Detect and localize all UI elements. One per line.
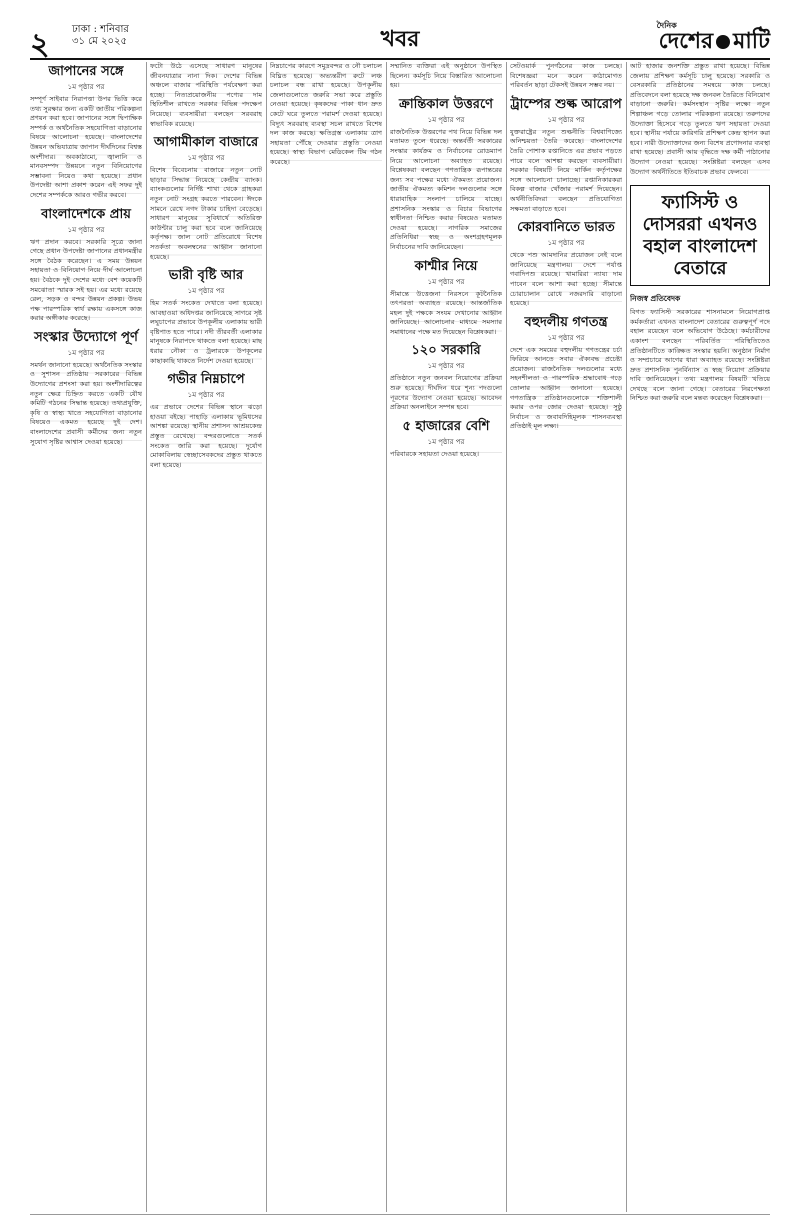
article	[390, 259, 502, 338]
continuation-note: ১ম পৃষ্ঠার পর	[187, 154, 225, 163]
column-5	[510, 62, 622, 1212]
date-line-2: ৩১ মে ২০২৫	[72, 36, 127, 47]
column-4	[390, 62, 502, 1212]
article	[30, 207, 142, 324]
date-line-1: ঢাকা : শনিবার	[72, 24, 129, 35]
article	[510, 62, 622, 91]
column-1	[30, 62, 142, 1212]
article-headline: কোরবানিতে ভারত	[517, 220, 615, 236]
article-body: আট হাজার জনশক্তি প্রস্তুত রাখা হয়েছে। বিভিন্ন জেলায় প্রশিক্ষণ কর্মসূচি চালু হয়েছে। সরকারি ও বেসরকারি প্রতিষ্ঠানের সমন্বয়ে কাজ চলছে। প্রতিবেদনে বলা হয়েছে দক্ষ জনবল তৈরিতে বিনিয়োগ বাড়ানো জরুরি। কর্মসংস্থান সৃষ্টির লক্ষ্যে নতুন শিল্পাঞ্চল গড়ে তোলার পরিকল্পনা রয়েছে। তরুণদের উদ্যোক্তা হিসেবে গড়ে তুলতে ঋণ সহায়তা দেওয়া হবে। স্থানীয় পর্যায়ে কারিগরি প্রশিক্ষণ কেন্দ্র স্থাপন করা হবে। নারী উদ্যোক্তাদের জন্য বিশেষ প্রণোদনার ব্যবস্থা রাখা হয়েছে। প্রবাসী আয় বৃদ্ধিতে দক্ষ কর্মী পাঠানোর উদ্যোগ নেওয়া হয়েছে। সংশ্লিষ্টরা বলছেন এসব উদ্যোগ অর্থনীতিতে ইতিবাচক প্রভাব ফেলবে।	[630, 62, 770, 176]
article-byline: নিজস্ব প্রতিবেদক	[630, 294, 681, 304]
article	[150, 135, 262, 262]
article-body: ঋণ প্রদান করবে। সরকারি সূত্রে জানা গেছে প্রধান উপদেষ্টা জাপানের প্রধানমন্ত্রীর সঙ্গে বৈঠক করেছেন। এ সময় উন্নয়ন সহায়তা ও বিনিয়োগ নিয়ে দীর্ঘ আলোচনা হয়। বৈঠকে দুই দেশের মধ্যে বেশ কয়েকটি সমঝোতা স্মারক সই হয়। এর মধ্যে রয়েছে রেল, সড়ক ও বন্দর উন্নয়ন প্রকল্প। উভয় পক্ষ পারস্পরিক স্বার্থ রক্ষায় একসঙ্গে কাজ করার অঙ্গীকার করেছে।	[30, 237, 142, 323]
continuation-note: ১ম পৃষ্ঠার পর	[187, 391, 225, 400]
article-headline: বহুদলীয় গণতন্ত্র	[524, 314, 608, 330]
column-divider	[266, 62, 267, 1212]
continuation-note: ১ম পৃষ্ঠার পর	[67, 348, 105, 357]
continuation-note: ১ম পৃষ্ঠার পর	[427, 277, 465, 286]
article-body: প্রতিষ্ঠানে নতুন জনবল নিয়োগের প্রক্রিয়া শুরু হয়েছে। দীর্ঘদিন ধরে শূন্য পদগুলো পূরণের উদ্যোগ নেওয়া হয়েছে। আবেদন প্রক্রিয়া অনলাইনে সম্পন্ন হবে।	[390, 374, 502, 412]
brand-word-2: মাটি	[733, 28, 770, 54]
article-body: হিম সতর্ক সংকেত দেখাতে বলা হয়েছে। আবহাওয়া অধিদপ্তর জানিয়েছে সাগরে সৃষ্ট লঘুচাপের প্রভাবে উপকূলীয় এলাকায় ভারী বৃষ্টিপাত হতে পারে। নদী তীরবর্তী এলাকার মানুষকে নিরাপদে থাকতে বলা হয়েছে। মাছ ধরার নৌকা ও ট্রলারকে উপকূলের কাছাকাছি থাকতে নির্দেশ দেওয়া হয়েছে।	[150, 299, 262, 365]
continuation-note: ১ম পৃষ্ঠার পর	[547, 333, 585, 342]
article	[510, 97, 622, 214]
article-headline: আগামীকাল বাজারে	[153, 135, 259, 151]
article-headline: ট্রাম্পের শুল্ক আরোপ	[510, 96, 622, 112]
column-3	[270, 62, 382, 1212]
article-body: যুক্তরাষ্ট্রের নতুন শুল্কনীতি বিশ্ববাণিজ্যে অনিশ্চয়তা তৈরি করেছে। বাংলাদেশের তৈরি পোশাক রপ্তানিতে এর প্রভাব পড়তে পারে বলে আশঙ্কা করছেন ব্যবসায়ীরা। সরকার বিষয়টি নিয়ে মার্কিন কর্তৃপক্ষের সঙ্গে আলোচনা চালাচ্ছে। রপ্তানিকারকরা বিকল্প বাজার খোঁজার পরামর্শ দিয়েছেন। অর্থনীতিবিদরা বলছেন প্রতিযোগিতা সক্ষমতা বাড়াতে হবে।	[510, 127, 622, 213]
article-headline: ক্রান্তিকাল উত্তরণে	[398, 96, 494, 112]
continuation-note: ১ম পৃষ্ঠার পর	[427, 362, 465, 371]
article	[390, 97, 502, 253]
article-body: সম্মানিত ব্যক্তিরা এই অনুষ্ঠানে উপস্থিত ছিলেন। কর্মসূচি নিয়ে বিস্তারিত আলোচনা হয়।	[390, 62, 502, 90]
article-body: এর প্রভাবে দেশের বিভিন্ন স্থানে ঝড়ো হাওয়া বইছে। পাহাড়ি এলাকায় ভূমিধসের আশঙ্কা রয়েছে। স্থানীয় প্রশাসন আশ্রয়কেন্দ্র প্রস্তুত রেখেছে। বন্দরগুলোতে সতর্ক সংকেত জারি করা হয়েছে। দুর্যোগ মোকাবিলায় স্বেচ্ছাসেবকদের প্রস্তুত থাকতে বলা হয়েছে।	[150, 403, 262, 469]
column-divider	[146, 62, 147, 1212]
article-body: সীমান্তে উত্তেজনা নিরসনে কূটনৈতিক তৎপরতা অব্যাহত রয়েছে। আন্তর্জাতিক মহল দুই পক্ষকে সংযম দেখানোর আহ্বান জানিয়েছে। আলোচনার মাধ্যমে সমস্যার সমাধানের পক্ষে মত দিয়েছেন বিশ্লেষকরা।	[390, 289, 502, 336]
section-title: খবর	[380, 26, 420, 52]
boxed-headline	[630, 185, 770, 286]
article-body: সেটওয়ার্ক পুনর্গঠনের কাজ চলছে। বিশেষজ্ঞরা মনে করেন কাঠামোগত পরিবর্তন ছাড়া টেকসই উন্নয়ন সম্ভব নয়।	[510, 62, 622, 90]
article-headline: জাপানের সঙ্গে	[48, 64, 124, 79]
continuation-note: ১ম পৃষ্ঠার পর	[187, 287, 225, 296]
continuation-note: ১ম পৃষ্ঠার পর	[67, 225, 105, 234]
article-headline: ৫ হাজারের বেশি	[402, 418, 490, 434]
article	[150, 372, 262, 470]
article	[510, 315, 622, 432]
article	[630, 185, 770, 404]
article-body: পরিবারকে সহায়তা দেওয়া হয়েছে।	[390, 450, 502, 460]
article	[30, 330, 142, 447]
article-body: সম্পূর্ণ সাইবার নিরাপত্তা উপর ভিত্তি করে তথ্য সুরক্ষার জন্য একটি জাতীয় পরিকল্পনা প্রণয়ন করা হবে। জাপানের সঙ্গে দ্বিপাক্ষিক সম্পর্ক ও অর্থনৈতিক সহযোগিতা বাড়ানোর বিষয়ে আলোচনা হয়েছে। বাংলাদেশের উন্নয়ন অভিযাত্রায় জাপান দীর্ঘদিনের বিশ্বস্ত অংশীদার। অবকাঠামো, জ্বালানি ও মানবসম্পদ উন্নয়নে নতুন বিনিয়োগের সম্ভাবনা নিয়েও কথা হয়েছে। প্রধান উপদেষ্টা আশা প্রকাশ করেন এই সফর দুই দেশের সম্পর্ককে আরও গভীর করবে।	[30, 95, 142, 199]
article	[510, 220, 622, 309]
article	[390, 62, 502, 91]
brand-logo	[656, 20, 770, 61]
continuation-note: ১ম পৃষ্ঠার পর	[427, 115, 465, 124]
article	[150, 268, 262, 366]
article-body: রাজনৈতিক উত্তরণের পথ নিয়ে বিভিন্ন দল মতামত তুলে ধরেছে। অন্তর্বর্তী সরকারের সংস্কার কার্যক্রম ও নির্বাচনের রোডম্যাপ নিয়ে আলোচনা অব্যাহত রয়েছে। বিশ্লেষকরা বলছেন গণতান্ত্রিক রূপান্তরের জন্য সব পক্ষের মধ্যে ঐকমত্য প্রয়োজন। জাতীয় ঐকমত্য কমিশন দলগুলোর সঙ্গে ধারাবাহিক সংলাপ চালিয়ে যাচ্ছে। প্রশাসনিক সংস্কার ও বিচার বিভাগের স্বাধীনতা নিশ্চিত করার বিষয়েও মতামত দেওয়া হয়েছে। নাগরিক সমাজের প্রতিনিধিরা স্বচ্ছ ও অংশগ্রহণমূলক নির্বাচনের দাবি জানিয়েছেন।	[390, 127, 502, 251]
article-body: দেশে এক সময়ের বহুদলীয় গণতন্ত্রের চর্চা ফিরিয়ে আনতে সবার ঐক্যবদ্ধ প্রচেষ্টা প্রয়োজন। রাজনৈতিক দলগুলোর মধ্যে সহনশীলতা ও পারস্পরিক শ্রদ্ধাবোধ গড়ে তোলার আহ্বান জানানো হয়েছে। গণতান্ত্রিক প্রতিষ্ঠানগুলোকে শক্তিশালী করার ওপর জোর দেওয়া হয়েছে। সুষ্ঠু নির্বাচন ও জবাবদিহিমূলক শাসনব্যবস্থা প্রতিষ্ঠাই মূল লক্ষ্য।	[510, 345, 622, 431]
masthead	[30, 18, 770, 60]
article-headline: গভীর নিম্নচাপে	[167, 372, 245, 388]
continuation-note: ১ম পৃষ্ঠার পর	[547, 239, 585, 248]
brand-daily: দৈনিক	[656, 20, 677, 30]
column-divider	[626, 62, 627, 1212]
article-headline: সংস্কার উদ্যোগে পূর্ণ	[34, 329, 138, 345]
article-body: নিম্নচাপের কারণে সমুদ্রবন্দর ও নৌ চলাচল বিঘ্নিত হয়েছে। অভ্যন্তরীণ রুটে লঞ্চ চলাচল বন্ধ রাখা হয়েছে। উপকূলীয় জেলাগুলোতে জরুরি সভা করে প্রস্তুতি নেওয়া হয়েছে। কৃষকদের পাকা ধান দ্রুত কেটে ঘরে তুলতে পরামর্শ দেওয়া হয়েছে। বিদ্যুৎ সরবরাহ ব্যবস্থা সচল রাখতে বিশেষ দল কাজ করছে। ক্ষতিগ্রস্ত এলাকায় ত্রাণ সহায়তা পৌঁছে দেওয়ার প্রস্তুতি নেওয়া হয়েছে। স্বাস্থ্য বিভাগ মেডিকেল টিম গঠন করেছে।	[270, 62, 382, 166]
article-body: থেকে পশু আমদানির প্রয়োজন নেই বলে জানিয়েছে মন্ত্রণালয়। দেশে পর্যাপ্ত গবাদিপশু রয়েছে। খামারিরা ন্যায্য দাম পাবেন বলে আশা করা হচ্ছে। সীমান্তে চোরাচালান রোধে নজরদারি বাড়ানো হয়েছে।	[510, 251, 622, 308]
article-headline: কাশ্মীর নিয়ে	[414, 258, 478, 274]
article	[270, 62, 382, 168]
page-number: ২	[30, 27, 50, 62]
article-headline: ভারী বৃষ্টি আর	[168, 268, 244, 284]
column-divider	[386, 62, 387, 1212]
article	[150, 62, 262, 129]
continuation-note: ১ম পৃষ্ঠার পর	[547, 115, 585, 124]
article-headline: বাংলাদেশকে প্রায়	[41, 206, 131, 222]
article-body: সমর্থন জানানো হয়েছে। অর্থনৈতিক সংস্কার ও সুশাসন প্রতিষ্ঠায় সরকারের বিভিন্ন উদ্যোগের প্রশংসা করা হয়। অংশীদারিত্বের নতুন ক্ষেত্র চিহ্নিত করতে একটি যৌথ কমিটি গঠনের সিদ্ধান্ত হয়েছে। তথ্যপ্রযুক্তি, কৃষি ও স্বাস্থ্য খাতে সহযোগিতা বাড়ানোর বিষয়েও একমত হয়েছে দুই দেশ। বাংলাদেশের প্রবাসী কর্মীদের জন্য নতুন সুযোগ সৃষ্টির আশ্বাস দেওয়া হয়েছে।	[30, 360, 142, 446]
article	[390, 343, 502, 412]
column-6	[630, 62, 770, 1212]
brand-word-1: দেশের	[658, 28, 714, 54]
article	[390, 419, 502, 460]
article	[30, 64, 142, 201]
article-body: ফটো উঠে এসেছে সাধারণ মানুষের জীবনযাত্রার নানা দিক। দেশের বিভিন্ন অঞ্চলে বাজার পরিস্থিতি পর্যবেক্ষণ করা হচ্ছে। নিত্যপ্রয়োজনীয় পণ্যের দাম স্থিতিশীল রাখতে সরকার বিভিন্ন পদক্ষেপ নিয়েছে। ব্যবসায়ীরা বলছেন সরবরাহ স্বাভাবিক রয়েছে।	[150, 62, 262, 128]
article-body: বিশেষ বিবেচনায় বাজারে নতুন নোট ছাড়ার সিদ্ধান্ত নিয়েছে কেন্দ্রীয় ব্যাংক। ব্যাংকগুলোর নির্দিষ্ট শাখা থেকে গ্রাহকরা নতুন নোট সংগ্রহ করতে পারবেন। ঈদকে সামনে রেখে নগদ টাকার চাহিদা বেড়েছে। সাধারণ মানুষের সুবিধার্থে অতিরিক্ত কাউন্টার চালু করা হবে বলে জানিয়েছে কর্তৃপক্ষ। জাল নোট প্রতিরোধে বিশেষ সতর্কতা অবলম্বনের আহ্বান জানানো হয়েছে।	[150, 166, 262, 261]
article-headline: ১২০ সরকারি	[411, 343, 481, 359]
article	[630, 62, 770, 177]
article-body: বিগত ফ্যাসিস্ট সরকারের শাসনামলে নিয়োগপ্রাপ্ত কর্মকর্তারা এখনও বাংলাদেশ বেতারের গুরুত্বপূর্ণ পদে বহাল রয়েছেন বলে অভিযোগ উঠেছে। কর্মচারীদের একাংশ বলছেন পরিবর্তিত পরিস্থিতিতেও প্রতিষ্ঠানটিতে কাঙ্ক্ষিত সংস্কার হয়নি। অনুষ্ঠান নির্মাণ ও সম্প্রচারে আগের ধারা অব্যাহত রয়েছে। সংশ্লিষ্টরা দ্রুত প্রশাসনিক পুনর্বিন্যাস ও স্বচ্ছ নিয়োগ প্রক্রিয়ার দাবি জানিয়েছেন। তথ্য মন্ত্রণালয় বিষয়টি খতিয়ে দেখছে বলে জানা গেছে। বেতারের নিরপেক্ষতা নিশ্চিত করা জরুরি বলে মন্তব্য করেছেন বিশ্লেষকরা।	[630, 308, 770, 403]
column-2	[150, 62, 262, 1212]
globe-icon	[716, 35, 730, 49]
continuation-note: ১ম পৃষ্ঠার পর	[427, 437, 465, 446]
column-divider	[506, 62, 507, 1212]
continuation-note: ১ম পৃষ্ঠার পর	[67, 83, 105, 91]
bottom-rule	[30, 1214, 770, 1215]
article-headline: ফ্যাসিস্ট ও দোসররা এখনও বহাল বাংলাদেশ বেতারে	[642, 192, 758, 280]
